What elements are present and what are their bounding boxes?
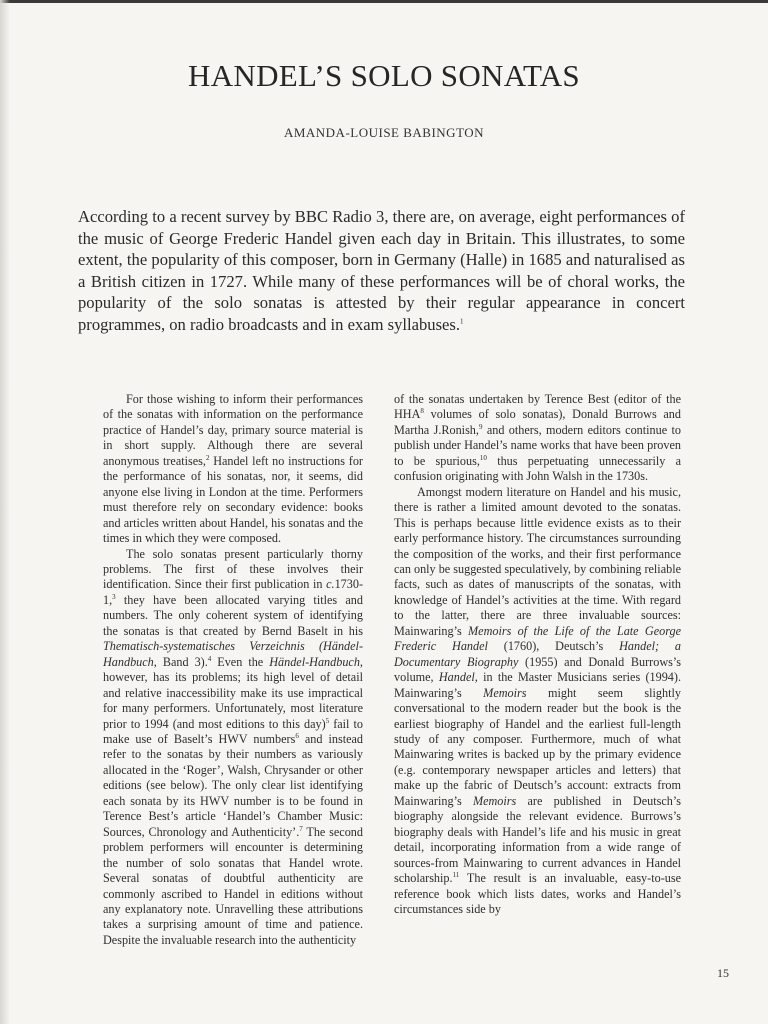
text-run: thus perpetuating unnecessarily a confusion originating with John Walsh in the 1730s. [394,453,681,484]
right-paragraph-1 [394,392,681,485]
footnote-ref-4: 4 [207,654,212,663]
text-run: Band 3). [156,654,208,669]
text-run: fail to make use of Baselt’s HWV numbers [103,716,363,746]
text-run: Amongst modern literature on Handel and his music, there is rather a limited amount devoted to the sonatas. This is perhaps because little evidence exists as to their early performance history. The circumstances surrounding the composition of the works, and their first performance can only be suggested speculatively, by combining reliable facts, such as dates of manuscripts of the sonatas, with knowledge of Handel’s activities at the time. With regard to the latter, there are three invaluable sources: Mainwaring’s [394,484,681,638]
italic-run: Händel-Handbuch, [269,654,363,669]
left-column [103,392,363,948]
text-run: in the Master Musicians series (1994). Mainwaring’s [394,670,681,700]
text-run: (1760), Deutsch’s [487,639,620,654]
text-run: Even the [211,654,270,669]
italic-run: c. [326,577,335,592]
article-title: HANDEL’S SOLO SONATAS [188,58,580,93]
italic-run: Memoirs [472,793,517,808]
footnote-ref-6: 6 [295,731,299,740]
text-run: The result is an invaluable, easy-to-use reference book which lists dates, works and Handel’s circumstances side by [394,871,681,916]
italic-run: Handel; a Documentary Biography [394,639,681,669]
spine-shadow [0,0,10,1024]
top-rule [0,0,768,3]
text-run: are published in Deutsch’s biography alongside the relevant evidence. Burrows’s biography deals with Handel’s life and his music in great detail, incorporating information from a wide range of sources-from Mainwaring to current advances in Handel scholarship. [394,793,681,886]
text-run: The solo sonatas present particularly thorny problems. The first of these involves their identification. Since their first publication in [103,546,363,592]
text-run: For those wishing to inform their performances of the sonatas with information on the performance practice of Handel’s day, primary source material is in short supply. Although there are several anonymous treatises, [103,392,363,468]
text-run: Handel left no instructions for the performance of his sonatas, nor, it seems, did anyone else living in London at the time. Performers must therefore rely on secondary evidence: books and articles written about Handel, his sonatas and the times in which they were composed. [103,453,363,546]
italic-run: Handel, [438,670,478,685]
footnote-ref-9: 9 [478,422,483,431]
text-run: 1730-1, [103,577,363,607]
text-run: might seem slightly conversational to the modern reader but the book is the earliest biography of Handel and the earliest full-length study of any composer. Furthermore, much of what Mainwaring writes is backed up by the primary evidence (e.g. contemporary newspaper articles and letters) that make up the fabric of Deutsch’s account: extracts from Mainwaring’s [394,685,681,808]
left-paragraph-1 [103,392,363,547]
text-run: they have been allocated varying titles and numbers. The only coherent system of identifying the sonatas is that created by Bernd Baselt in his [103,592,363,638]
text-run: however, has its problems; its high level of detail and relative inaccessibility make its use impractical for many performers. Unfortunately, most literature prior to 1994 (and most editions to this day) [103,670,363,731]
footnote-ref-1: 1 [460,316,464,325]
italic-run: Thematisch-systematisches Verzeichnis (Händel-Handbuch, [103,639,363,669]
text-run: and instead refer to the sonatas by their numbers as variously allocated in the ‘Roger’, Walsh, Chrysander or other editions (see below). The only clear list identifying each sonata by its HWV number is to be found in Terence Best’s article ‘Handel’s Chamber Music: Sources, Chronology and Authenticity’. [103,731,363,839]
left-paragraph-2 [103,547,363,949]
text-run: volumes of solo sonatas), Donald Burrows and Martha J.Ronish, [394,407,681,437]
text-run: The second problem performers will encounter is determining the number of solo sonatas that Handel wrote. Several sonatas of doubtful authenticity are commonly ascribed to Handel in editions without any explanatory note. Unravelling these attributions takes a surprising amount of time and patience. Despite the invaluable research into the authenticity [103,824,363,947]
footnote-ref-8: 8 [420,407,424,416]
right-paragraph-2 [394,485,681,918]
article-author: AMANDA-LOUISE BABINGTON [283,125,485,140]
page-number: 15 [717,966,729,980]
abstract-text: According to a recent survey by BBC Radio 3, there are, on average, eight performances of the music of George Frederic Handel given each day in Britain. This illustrates, to some extent, the popularity of this composer, born in Germany (Halle) in 1685 and naturalised as a British citizen in 1727. While many of these performances will be of choral works, the popularity of the solo sonatas is attested by their regular appearance in concert programmes, on radio broadcasts and in exam syllabuses. [78,207,685,334]
footnote-ref-3: 3 [112,592,116,601]
footnote-ref-10: 10 [479,453,487,462]
text-run: and others, modern editors continue to publish under Handel’s name works that have been proven to be spurious, [394,422,681,468]
footnote-ref-11: 11 [452,870,460,879]
footnote-ref-2: 2 [205,453,210,462]
italic-run: Memoirs of the Life of the Late George Frederic Handel [394,623,681,654]
text-run: of the sonatas undertaken by Terence Best (editor of the HHA [394,392,681,422]
footnote-ref-5: 5 [325,716,330,725]
abstract [78,206,685,335]
italic-run: Memoirs [483,685,527,700]
text-run: (1955) and Donald Burrows’s volume, [394,654,681,685]
footnote-ref-7: 7 [299,824,303,833]
right-column [394,392,681,917]
